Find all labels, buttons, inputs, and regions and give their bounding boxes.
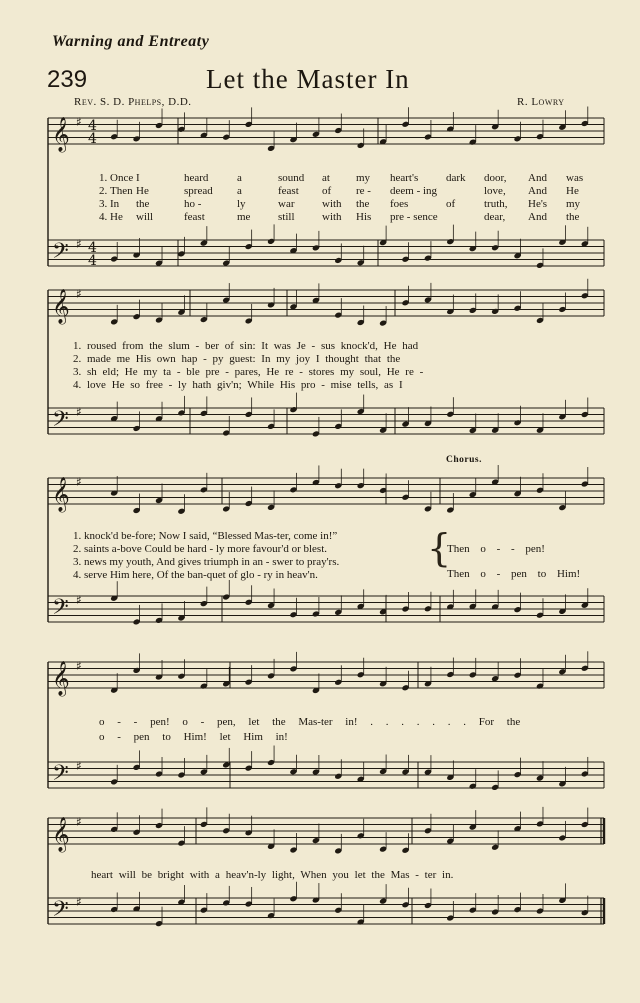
bass-clef-icon: 𝄢	[52, 897, 69, 927]
sharp-icon: ♯	[76, 405, 82, 419]
lyric-syllable: sound	[278, 172, 305, 184]
lyric-syllable: the	[356, 198, 370, 210]
lyric-syllable: His	[356, 211, 372, 223]
time-signature: 4	[88, 131, 97, 147]
hymn-number: 239	[47, 66, 88, 93]
author-credit: Rev. S. D. Phelps, D.D.	[74, 96, 192, 108]
lyric-syllable: I	[136, 172, 140, 184]
sharp-icon: ♯	[76, 593, 82, 607]
lyric-syllable: heart's	[390, 172, 419, 184]
lyric-syllable: will	[136, 211, 154, 223]
section-title: Warning and Entreaty	[52, 33, 210, 50]
lyric-syllable: a	[237, 172, 242, 184]
treble-clef-icon: 𝄞	[52, 117, 70, 152]
lyric-syllable: was	[566, 172, 584, 184]
verse-number: 1.	[99, 172, 108, 184]
lyric-syllable: feast	[184, 211, 205, 223]
chorus-label: Chorus.	[446, 455, 482, 465]
composer-credit: R. Lowry	[517, 96, 565, 108]
chorus-lyric: o - pen to Him! let Him in!	[99, 731, 288, 743]
lyric-syllable: of	[446, 198, 456, 210]
lyric-syllable: Once	[110, 172, 134, 184]
lyric-line: 1. knock'd be-fore; Now I said, “Blessed Mas-ter, come in!”	[73, 530, 338, 542]
chorus-lyric: Then o - pen to Him!	[447, 568, 581, 580]
treble-clef-icon: 𝄞	[52, 817, 70, 852]
lyric-syllable: door,	[484, 172, 507, 184]
verse-brace: {	[427, 526, 452, 570]
lyric-syllable: truth,	[484, 198, 508, 210]
sharp-icon: ♯	[76, 237, 82, 251]
lyric-syllable: deem - ing	[390, 185, 438, 197]
lyric-syllable: He's	[528, 198, 548, 210]
lyric-syllable: love,	[484, 185, 506, 197]
bass-clef-icon: 𝄢	[52, 407, 69, 437]
sharp-icon: ♯	[76, 115, 82, 129]
lyric-syllable: the	[566, 211, 580, 223]
lyric-syllable: And	[528, 172, 547, 184]
lyric-syllable: spread	[184, 185, 213, 197]
treble-clef-icon: 𝄞	[52, 661, 70, 696]
lyric-line: 3. news my youth, And gives triumph in an - swer to pray'rs.	[73, 556, 340, 568]
time-signature: 4	[88, 240, 97, 256]
chorus-lyric: o - - pen! o - pen, let the Mas-ter in! . . . . . . . For the	[99, 716, 521, 728]
hymn-title: Let the Master In	[206, 64, 410, 94]
lyric-syllable: of	[322, 185, 332, 197]
lyric-syllable: still	[278, 211, 295, 223]
lyric-syllable: And	[528, 211, 547, 223]
lyric-line: 3. sh eld; He my ta - ble pre - pares, He re - stores my soul, He re -	[73, 366, 424, 378]
lyric-syllable: a	[237, 185, 242, 197]
lyric-syllable: my	[566, 198, 581, 210]
lyric-syllable: war	[278, 198, 295, 210]
lyric-syllable: ho -	[184, 198, 202, 210]
bass-clef-icon: 𝄢	[52, 595, 69, 625]
lyric-syllable: re -	[356, 185, 371, 197]
lyric-syllable: with	[322, 211, 342, 223]
bass-clef-icon: 𝄢	[52, 239, 69, 269]
bass-clef-icon: 𝄢	[52, 761, 69, 791]
lyric-line: 1. roused from the slum - ber of sin: It was Je - sus knock'd, He had	[73, 340, 419, 352]
lyric-syllable: dark	[446, 172, 466, 184]
chorus-lyric: heart will be bright with a heav'n-ly light, When you let the Mas - ter in.	[91, 869, 454, 881]
lyric-syllable: me	[237, 211, 251, 223]
lyric-syllable: Then	[110, 185, 133, 197]
lyric-syllable: my	[356, 172, 371, 184]
lyric-syllable: dear,	[484, 211, 506, 223]
time-signature: 4	[88, 253, 97, 269]
lyric-syllable: with	[322, 198, 342, 210]
sharp-icon: ♯	[76, 895, 82, 909]
lyric-syllable: pre - sence	[390, 211, 438, 223]
lyric-syllable: the	[136, 198, 150, 210]
lyric-syllable: ly	[237, 198, 246, 210]
lyric-line: 2. made me His own hap - py guest: In my joy I thought that the	[73, 353, 401, 365]
time-signature: 4	[88, 118, 97, 134]
verse-number: 3.	[99, 198, 108, 210]
sharp-icon: ♯	[76, 815, 82, 829]
lyric-syllable: at	[322, 172, 330, 184]
verse-number: 2.	[99, 185, 108, 197]
lyric-syllable: In	[110, 198, 120, 210]
treble-clef-icon: 𝄞	[52, 289, 70, 324]
chorus-lyric: Then o - - pen!	[447, 543, 545, 555]
sharp-icon: ♯	[76, 759, 82, 773]
sharp-icon: ♯	[76, 475, 82, 489]
sharp-icon: ♯	[76, 287, 82, 301]
verse-number: 4.	[99, 211, 108, 223]
treble-clef-icon: 𝄞	[52, 477, 70, 512]
lyric-line: 4. love He so free - ly hath giv'n; While His pro - mise tells, as I	[73, 379, 403, 391]
lyric-syllable: heard	[184, 172, 209, 184]
sharp-icon: ♯	[76, 659, 82, 673]
lyric-line: 4. serve Him here, Of the ban-quet of glo - ry in heav'n.	[73, 569, 318, 581]
lyric-syllable: He	[110, 211, 123, 223]
lyric-syllable: feast	[278, 185, 299, 197]
lyric-syllable: And	[528, 185, 547, 197]
lyric-syllable: foes	[390, 198, 409, 210]
lyric-syllable: He	[136, 185, 149, 197]
lyric-line: 2. saints a-bove Could be hard - ly more favour'd or blest.	[73, 543, 328, 555]
lyric-syllable: He	[566, 185, 579, 197]
